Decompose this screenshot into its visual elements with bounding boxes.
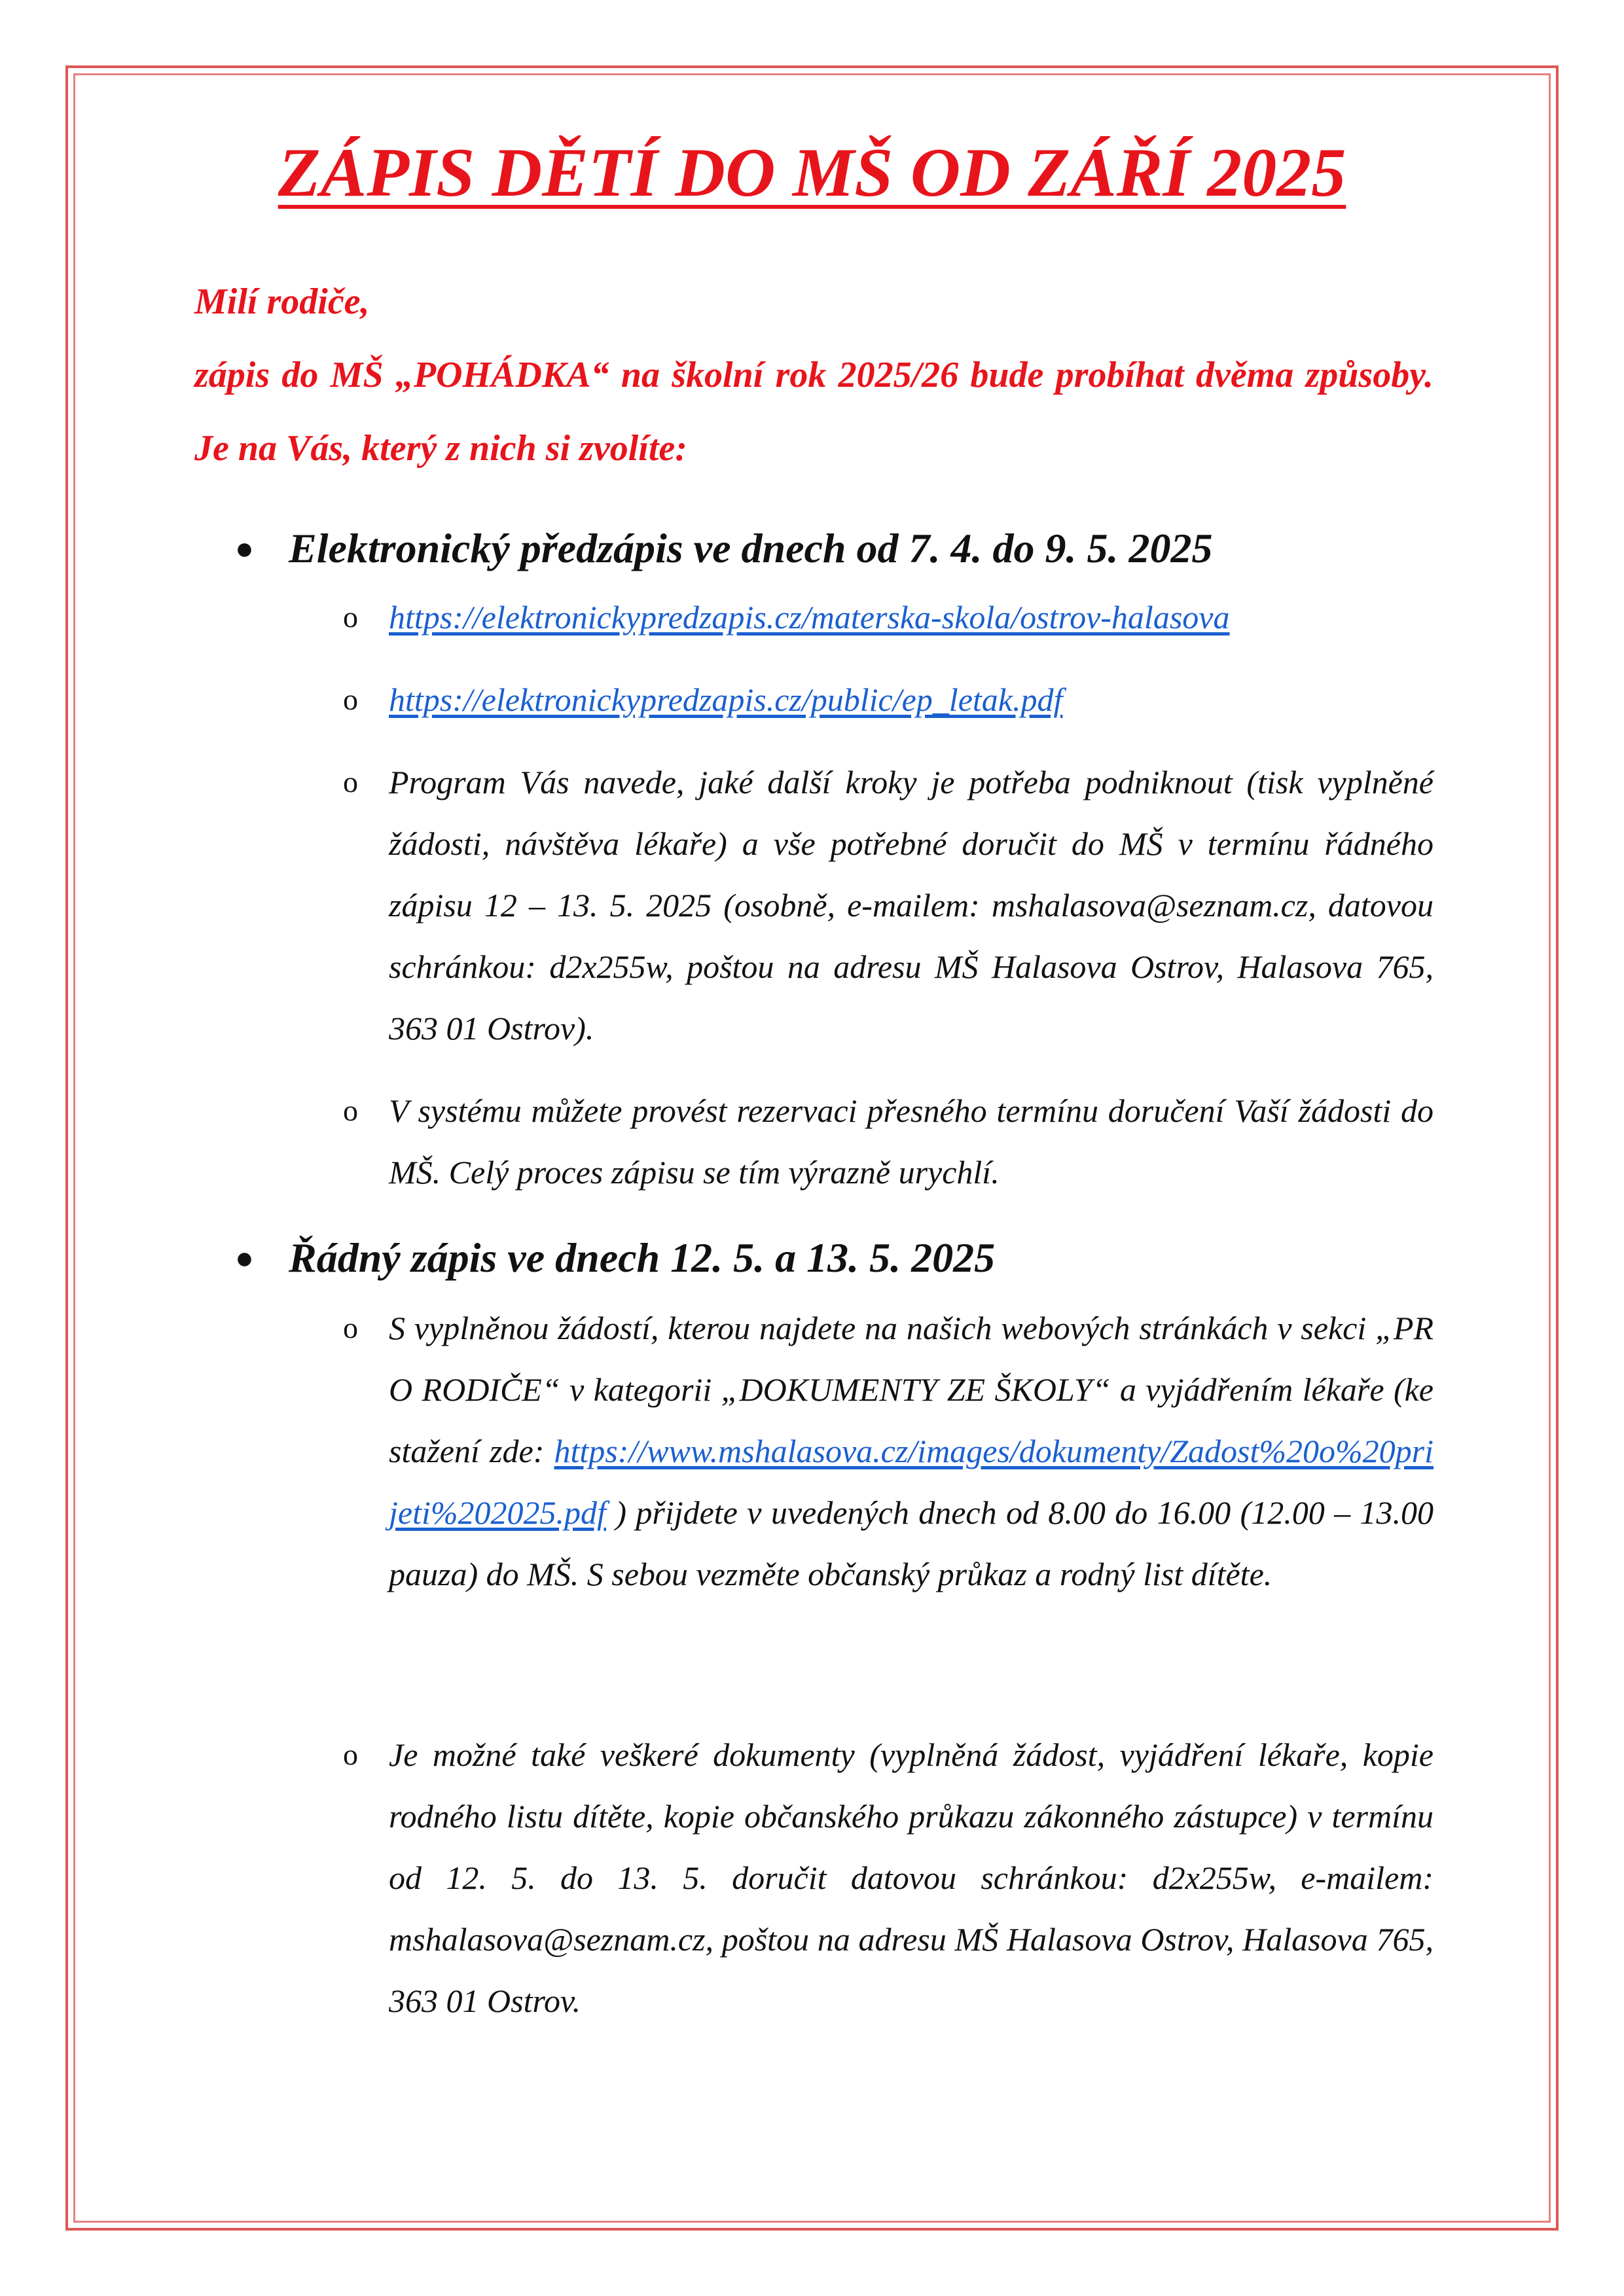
page-title: ZÁPIS DĚTÍ DO MŠ OD ZÁŘÍ 2025	[278, 134, 1346, 211]
list-item-text: Je možné také veškeré dokumenty (vyplněná žádost, vyjádření lékaře, kopie rodného listu dítěte, kopie občanského průkazu zákonného zástupce) v termínu od 12. 5. do 13. 5. doručit datovou schránkou: d2x255w, e-mailem: mshalasova@seznam.cz, poštou na adresu MŠ Halasova Ostrov, Halasova 765, 363 01 Ostrov.	[389, 1736, 1434, 2019]
list-item	[343, 751, 1434, 1059]
leaflet-link[interactable]: https://elektronickypredzapis.cz/public/ep_letak.pdf	[389, 681, 1063, 718]
list-item	[343, 1297, 1434, 1605]
list-item-text-start: S vyplněnou žádostí, kterou najdete na našich webových stránkách v sekci „PRO RODIČE“ v kategorii „DOKUMENTY ZE ŠKOLY“ a vyjádřením lékaře (ke stažení zde:	[389, 1310, 1434, 1469]
section-heading: Řádný zápis ve dnech 12. 5. a 13. 5. 2025	[289, 1234, 996, 1281]
intro-block	[194, 265, 1434, 485]
circle-bullet-icon: o	[343, 683, 358, 716]
list-item-text-end: ) přijdete v uvedených dnech od 8.00 do 16.00 (12.00 – 13.00 pauza) do MŠ. S sebou vezměte občanský průkaz a rodný list dítěte.	[389, 1494, 1434, 1592]
list-item	[343, 669, 1434, 730]
list-item	[343, 586, 1434, 648]
intro-greeting: Milí rodiče,	[194, 281, 370, 322]
list-item-text: V systému můžete provést rezervaci přesného termínu doručení Vaší žádosti do MŠ. Celý proces zápisu se tím výrazně urychlí.	[389, 1092, 1434, 1191]
circle-bullet-icon: o	[343, 1094, 358, 1127]
preregistration-link[interactable]: https://elektronickypredzapis.cz/materska-skola/ostrov-halasova	[389, 599, 1230, 636]
application-form-link[interactable]: https://www.mshalasova.cz/images/dokumenty/Zadost%20o%20prijeti%202025.pdf	[389, 1433, 1434, 1531]
circle-bullet-icon: o	[343, 1738, 358, 1771]
bullet-icon: ●	[235, 531, 254, 566]
section-electronic-preregistration	[235, 524, 1434, 574]
circle-bullet-icon: o	[343, 600, 358, 634]
list-item	[343, 1724, 1434, 2032]
intro-text: zápis do MŠ „POHÁDKA“ na školní rok 2025/26 bude probíhat dvěma způsoby. Je na Vás, který z nich si zvolíte:	[194, 355, 1434, 469]
circle-bullet-icon: o	[343, 1311, 358, 1344]
list-item-text: Program Vás navede, jaké další kroky je potřeba podniknout (tisk vyplněné žádosti, návštěva lékaře) a vše potřebné doručit do MŠ v termínu řádného zápisu 12 – 13. 5. 2025 (osobně, e-mailem: mshalasova@seznam.cz, datovou schránkou: d2x255w, poštou na adresu MŠ Halasova Ostrov, Halasova 765, 363 01 Ostrov).	[389, 764, 1434, 1047]
list-item	[343, 1080, 1434, 1203]
section-heading: Elektronický předzápis ve dnech od 7. 4. do 9. 5. 2025	[289, 525, 1213, 571]
list-item-text	[389, 1297, 1434, 1605]
circle-bullet-icon: o	[343, 765, 358, 798]
bullet-icon: ●	[235, 1241, 254, 1276]
section-regular-registration	[235, 1233, 1434, 1283]
